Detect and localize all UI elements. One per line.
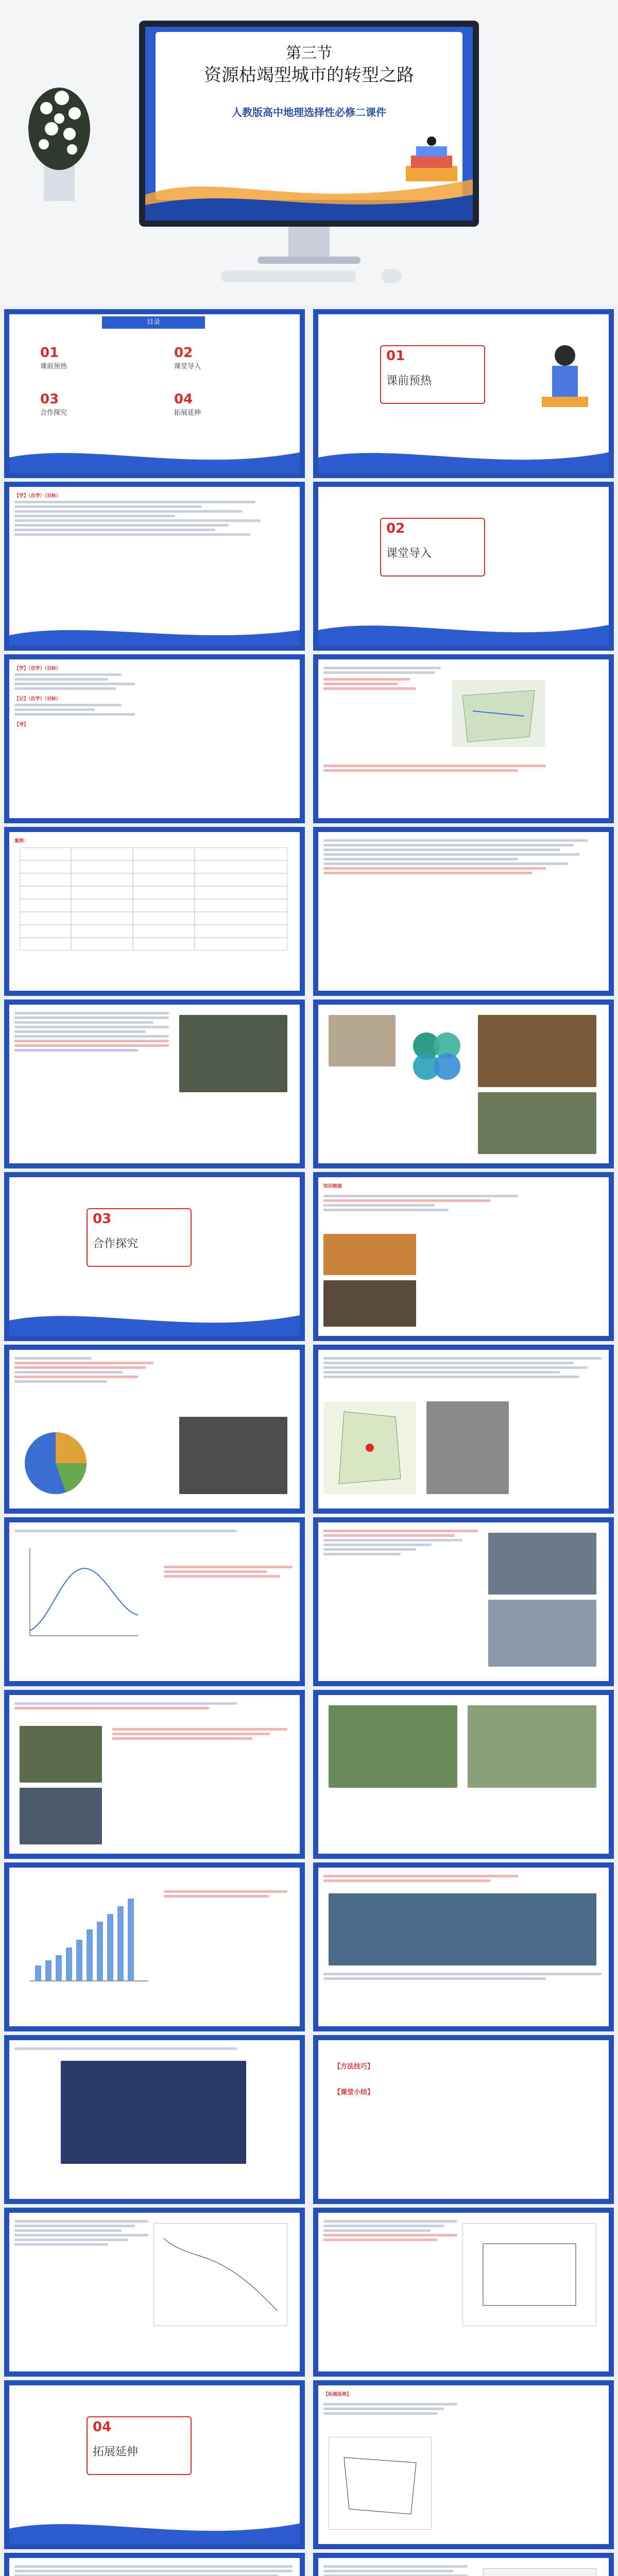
exercise-map xyxy=(153,2223,287,2326)
slide-line-chart xyxy=(4,1517,305,1686)
slide-learning-goals: 【学】（自学）（目标） xyxy=(4,482,305,651)
slide-greenhouse xyxy=(313,1690,614,1859)
expand-map xyxy=(329,2437,432,2530)
monitor-screen xyxy=(139,21,479,227)
city-map xyxy=(452,680,545,747)
poster-image xyxy=(61,2061,246,2164)
toc-item-2[interactable]: 02 课堂导入 xyxy=(174,345,201,370)
hero-section: 第三节 xyxy=(286,44,332,62)
slide-section-02: 02 课堂导入 xyxy=(313,482,614,651)
slide-section-03: 03 合作探究 xyxy=(4,1172,305,1341)
section-box: 01 课前预热 xyxy=(380,345,485,404)
photo-industrial xyxy=(179,1417,287,1494)
book-illustration xyxy=(401,135,462,197)
photo-sunset xyxy=(323,1234,416,1275)
hero-subtitle: 人教版高中地理选择性必修二课件 xyxy=(232,106,386,118)
cycle-diagram xyxy=(406,1025,468,1087)
slide-map-intro xyxy=(313,654,614,823)
photo-a xyxy=(20,1726,102,1783)
photo-greenhouse xyxy=(329,1705,457,1788)
slide-study-notes: 【学】（自学）（目标） 【记】（自学）（目标） 【导】 xyxy=(4,654,305,823)
photo-2 xyxy=(478,1015,596,1087)
line-chart xyxy=(20,1543,143,1646)
slide-pie-chart xyxy=(4,1345,305,1514)
slide-qa xyxy=(313,1517,614,1686)
slide-photos-text xyxy=(4,1690,305,1859)
photo-city-2 xyxy=(488,1600,596,1667)
slide-bar-chart xyxy=(4,1862,305,2031)
slide-map-germany xyxy=(313,1345,614,1514)
photo-farmland xyxy=(468,1705,596,1788)
toc-header: 目录 xyxy=(102,316,205,329)
hero-mockup xyxy=(0,0,618,305)
slide-exercise-map xyxy=(4,2208,305,2377)
slide-poster xyxy=(4,2035,305,2204)
hero-title: 资源枯竭型城市的转型之路 xyxy=(204,65,414,86)
slide-section-01 xyxy=(313,309,614,478)
photo-industrial-park xyxy=(329,1893,596,1965)
slide-section-04: 04 拓展延伸 xyxy=(4,2380,305,2549)
photo-city xyxy=(488,1533,596,1595)
toc-item-1[interactable]: 01 课前预热 xyxy=(40,345,67,370)
slide-knowledge-circles xyxy=(313,999,614,1168)
slide-exercise-map-2 xyxy=(313,2208,614,2377)
monitor-stand xyxy=(288,227,330,258)
pie-chart xyxy=(20,1427,92,1499)
plant-illustration xyxy=(21,67,98,201)
bar-chart xyxy=(20,1878,153,1991)
slide-expand-map: 【拓展延伸】 xyxy=(313,2380,614,2549)
keyboard xyxy=(221,270,355,282)
terrain-map xyxy=(483,2568,596,2576)
photo-factory xyxy=(426,1401,509,1494)
mining-photo xyxy=(179,1015,287,1092)
region-map xyxy=(323,1401,416,1494)
slide-toc xyxy=(4,309,305,478)
slide-text-map xyxy=(313,2553,614,2576)
slide-industry-photo xyxy=(313,1862,614,2031)
photo-3 xyxy=(478,1092,596,1154)
toc-item-3[interactable]: 03 合作探究 xyxy=(40,392,67,417)
photo-b xyxy=(20,1788,102,1844)
exercise-map-2 xyxy=(462,2223,596,2326)
slide-method: 【方法技巧】 【课堂小结】 xyxy=(313,2035,614,2204)
monitor-base xyxy=(258,257,360,264)
student-illustration xyxy=(537,340,593,417)
slide-map-questions xyxy=(313,827,614,996)
slide-long-text xyxy=(4,2553,305,2576)
slide-text-red xyxy=(4,999,305,1168)
data-table xyxy=(20,848,287,951)
mouse xyxy=(381,269,402,283)
photo-1 xyxy=(329,1015,396,1066)
photo-oil xyxy=(323,1280,416,1327)
slide-case-table: 案例： xyxy=(4,827,305,996)
toc-item-4[interactable]: 04 拓展延伸 xyxy=(174,392,201,417)
slide-knowledge-photos: 知识链接 xyxy=(313,1172,614,1341)
